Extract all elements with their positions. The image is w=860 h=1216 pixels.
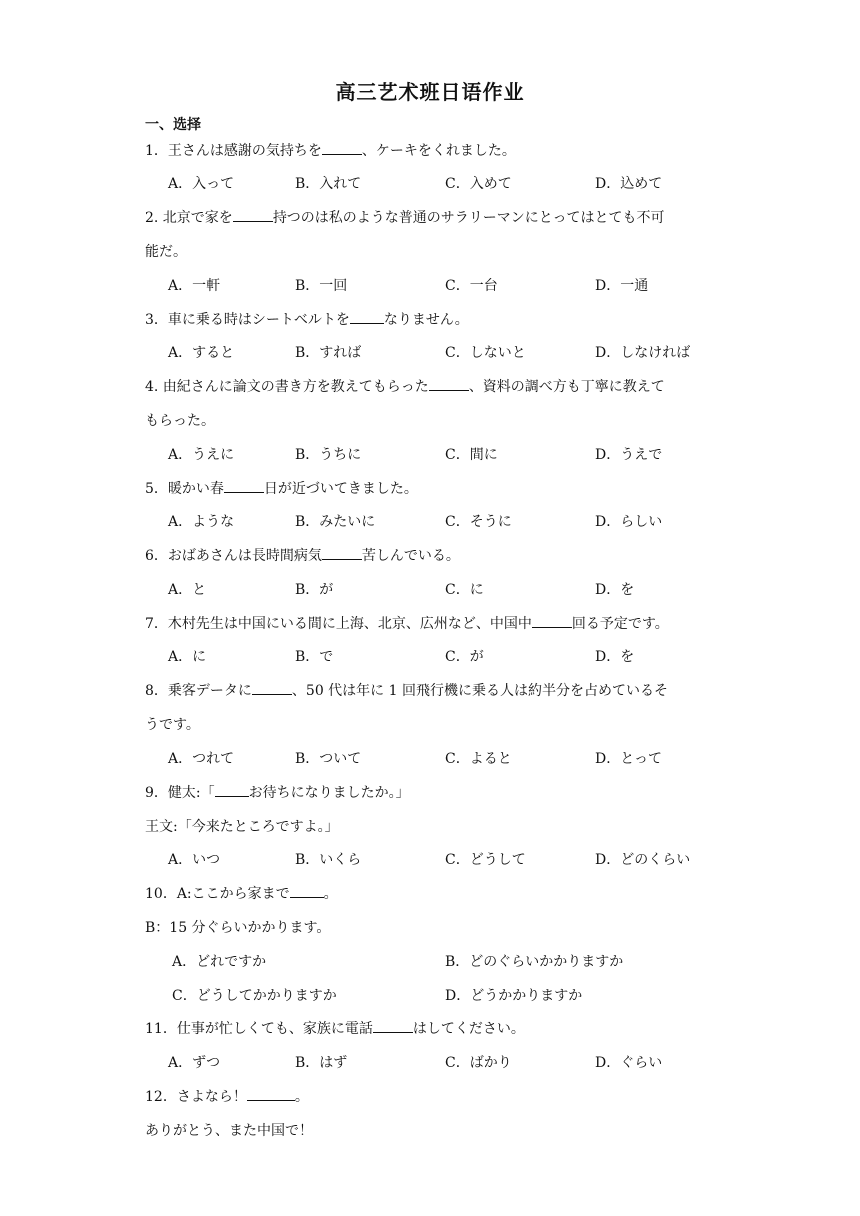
question-7: 7．木村先生は中国にいる間に上海、北京、広州など、中国中 回る予定です。 xyxy=(145,616,669,632)
question-4-continuation: もらった。 xyxy=(145,413,215,429)
option-a: A．いつ xyxy=(168,852,221,868)
answer-blank xyxy=(373,1020,413,1033)
option-d: D．とって xyxy=(595,751,662,767)
option-b: B．で xyxy=(295,649,334,665)
question-11: 11．仕事が忙しくても、家族に電話 はしてください。 xyxy=(145,1021,525,1037)
answer-blank xyxy=(233,209,273,222)
question-5: 5．暖かい春 日が近づいてきました。 xyxy=(145,481,418,497)
option-a: A．うえに xyxy=(168,447,235,463)
option-c: C．しないと xyxy=(445,345,526,361)
option-c: C．が xyxy=(445,649,484,665)
answer-blank xyxy=(252,682,292,695)
option-b: B．いくら xyxy=(295,852,362,868)
question-12: 12．さよなら！ 。 xyxy=(145,1089,309,1105)
option-a: A．ずつ xyxy=(168,1055,221,1071)
option-a: A．すると xyxy=(168,345,235,361)
answer-blank xyxy=(322,142,362,155)
option-c: C．間に xyxy=(445,447,498,463)
page-title: 高三艺术班日语作业 xyxy=(335,80,525,104)
option-a: A．どれですか xyxy=(172,954,267,970)
option-d: D．どのくらい xyxy=(595,852,691,868)
option-c: C．どうして xyxy=(445,852,526,868)
answer-blank xyxy=(247,1088,295,1101)
option-c: C．一台 xyxy=(445,278,498,294)
option-a: A．つれて xyxy=(168,751,235,767)
answer-blank xyxy=(290,885,324,898)
option-c: C．に xyxy=(445,582,484,598)
option-d: D．一通 xyxy=(595,278,649,294)
question-9-reply: 王文:「今来たところですよ。」 xyxy=(145,819,339,835)
option-d: D．うえで xyxy=(595,447,663,463)
option-d: D．らしい xyxy=(595,514,663,530)
question-8-continuation: うです。 xyxy=(145,717,200,733)
question-10: 10．A:ここから家まで 。 xyxy=(145,886,338,902)
option-c: C．ばかり xyxy=(445,1055,512,1071)
option-d: D．どうかかりますか xyxy=(445,988,583,1004)
option-a: A．ような xyxy=(168,514,235,530)
option-b: B．ついて xyxy=(295,751,362,767)
option-c: C．どうしてかかりますか xyxy=(172,988,337,1004)
option-a: A．入って xyxy=(168,176,235,192)
option-c: C．よると xyxy=(445,751,512,767)
question-1: 1．王さんは感謝の気持ちを 、ケーキをくれました。 xyxy=(145,143,516,159)
option-a: A．と xyxy=(168,582,207,598)
answer-blank xyxy=(350,311,384,324)
answer-blank xyxy=(322,547,362,560)
option-a: A．に xyxy=(168,649,207,665)
answer-blank xyxy=(429,378,469,391)
question-12-reply: ありがとう、また中国で！ xyxy=(145,1123,313,1139)
option-d: D．ぐらい xyxy=(595,1055,663,1071)
option-b: B．うちに xyxy=(295,447,362,463)
option-d: D．を xyxy=(595,582,635,598)
option-c: C．そうに xyxy=(445,514,512,530)
option-b: B．すれば xyxy=(295,345,362,361)
question-4: 4. 由紀さんに論文の書き方を教えてもらった 、資料の調べ方も丁寧に教えて xyxy=(145,379,665,395)
option-d: D．込めて xyxy=(595,176,663,192)
answer-blank xyxy=(224,480,264,493)
question-8: 8．乗客データに 、50 代は年に 1 回飛行機に乗る人は約半分を占めているそ xyxy=(145,683,668,699)
option-b: B．が xyxy=(295,582,334,598)
option-b: B．はず xyxy=(295,1055,348,1071)
option-b: B．一回 xyxy=(295,278,348,294)
answer-blank xyxy=(532,615,572,628)
section-heading: 一、选择 xyxy=(145,117,201,133)
question-2: 2. 北京で家を 持つのは私のような普通のサラリーマンにとってはとても不可 xyxy=(145,210,665,226)
option-b: B．みたいに xyxy=(295,514,376,530)
option-d: D．を xyxy=(595,649,635,665)
question-3: 3．車に乗る時はシートベルトを なりません。 xyxy=(145,312,469,328)
option-c: C．入めて xyxy=(445,176,512,192)
question-6: 6．おばあさんは長時間病気 苦しんでいる。 xyxy=(145,548,460,564)
option-b: B．どのぐらいかかりますか xyxy=(445,954,624,970)
option-a: A．一軒 xyxy=(168,278,221,294)
question-10-reply: B：15 分ぐらいかかります。 xyxy=(145,920,331,936)
answer-blank xyxy=(215,784,249,797)
question-9: 9．健太:「 お待ちになりましたか。」 xyxy=(145,785,410,801)
question-2-continuation: 能だ。 xyxy=(145,244,187,260)
option-b: B．入れて xyxy=(295,176,362,192)
option-d: D．しなければ xyxy=(595,345,691,361)
